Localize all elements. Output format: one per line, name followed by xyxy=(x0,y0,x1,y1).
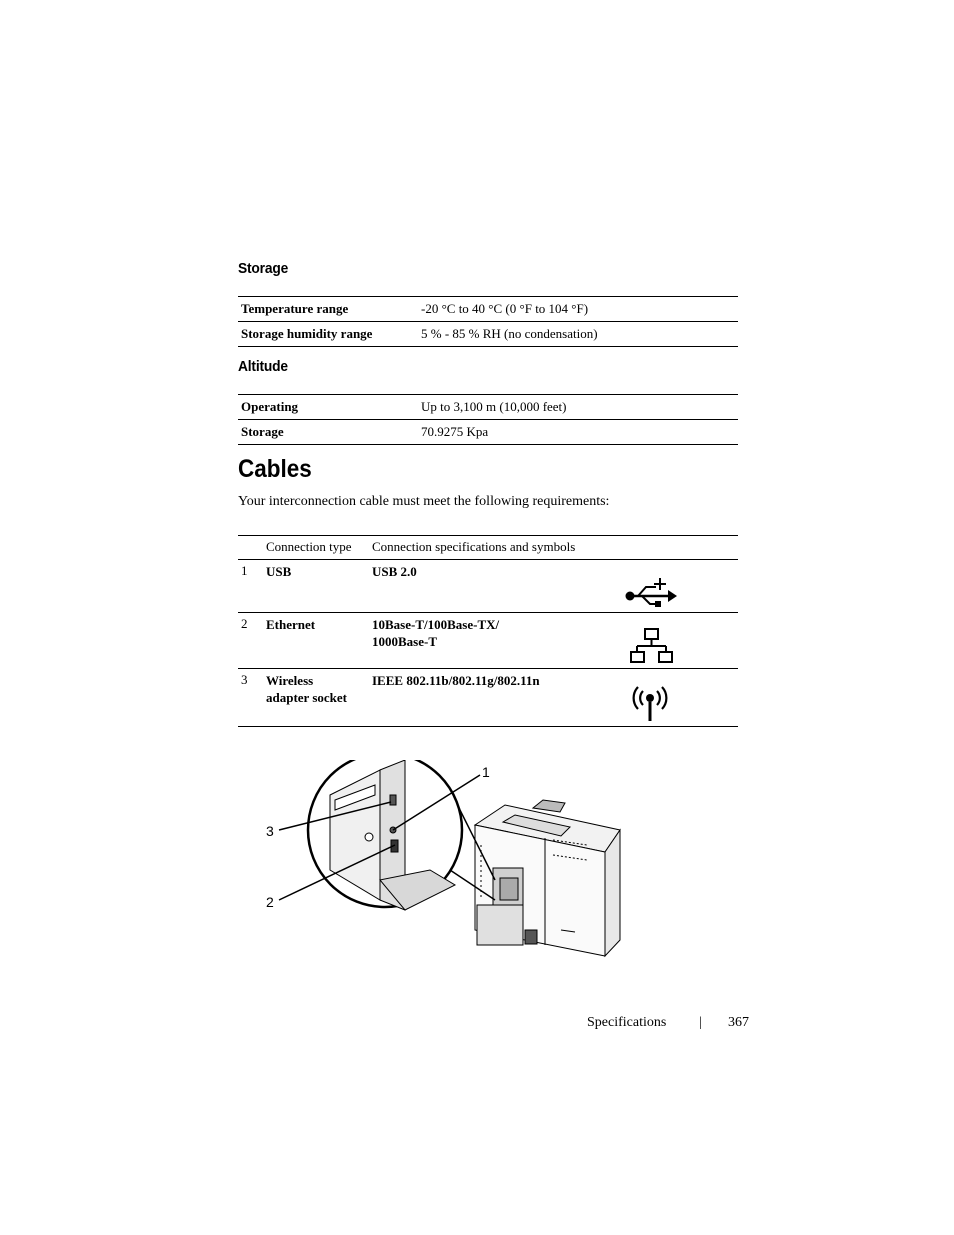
table-row xyxy=(238,297,738,322)
row-spec: IEEE 802.11b/802.11g/802.11n xyxy=(372,673,540,688)
row-label: Storage humidity range xyxy=(238,322,415,347)
row-label: Temperature range xyxy=(238,297,415,322)
row-spec: 10Base-T/100Base-TX/ xyxy=(372,617,500,632)
row-value: Up to 3,100 m (10,000 feet) xyxy=(415,395,738,420)
row-value: 5 % - 85 % RH (no condensation) xyxy=(415,322,738,347)
cables-heading: Cables xyxy=(238,455,312,483)
callout-3: 3 xyxy=(266,823,274,839)
printer-port-figure xyxy=(265,760,625,960)
row-spec: USB 2.0 xyxy=(372,564,417,579)
row-type-line2: adapter socket xyxy=(266,690,348,705)
row-type: USB xyxy=(266,564,292,579)
storage-table xyxy=(238,296,738,347)
row-number: 2 xyxy=(238,613,266,669)
table-row xyxy=(238,322,738,347)
row-label: Storage xyxy=(238,420,415,445)
altitude-heading: Altitude xyxy=(238,358,288,375)
wireless-icon xyxy=(630,685,670,725)
callout-1: 1 xyxy=(482,764,490,780)
row-spec-line2: 1000Base-T xyxy=(372,634,437,649)
row-label: Operating xyxy=(238,395,415,420)
callout-2: 2 xyxy=(266,894,274,910)
row-type: Wireless xyxy=(266,673,314,688)
cables-intro: Your interconnection cable must meet the following requirements: xyxy=(238,494,610,509)
row-type: Ethernet xyxy=(266,617,316,632)
table-row xyxy=(238,669,738,727)
row-number: 3 xyxy=(238,669,266,727)
page-number: 367 xyxy=(728,1015,749,1030)
row-value: -20 °C to 40 °C (0 °F to 104 °F) xyxy=(415,297,738,322)
row-number: 1 xyxy=(238,560,266,613)
row-value: 70.9275 Kpa xyxy=(415,420,738,445)
ethernet-icon xyxy=(630,627,674,667)
table-header-row xyxy=(238,536,738,560)
header-connection-spec: Connection specifications and symbols xyxy=(372,536,738,560)
footer-section: Specifications xyxy=(587,1015,667,1030)
table-row xyxy=(238,395,738,420)
storage-heading: Storage xyxy=(238,260,289,277)
printer-illustration xyxy=(475,800,620,956)
table-row xyxy=(238,560,738,613)
cables-table xyxy=(238,535,738,727)
table-row xyxy=(238,420,738,445)
table-row xyxy=(238,613,738,669)
usb-icon xyxy=(622,576,682,612)
footer-separator: | xyxy=(699,1015,702,1030)
header-connection-type: Connection type xyxy=(266,536,372,560)
altitude-table xyxy=(238,394,738,445)
